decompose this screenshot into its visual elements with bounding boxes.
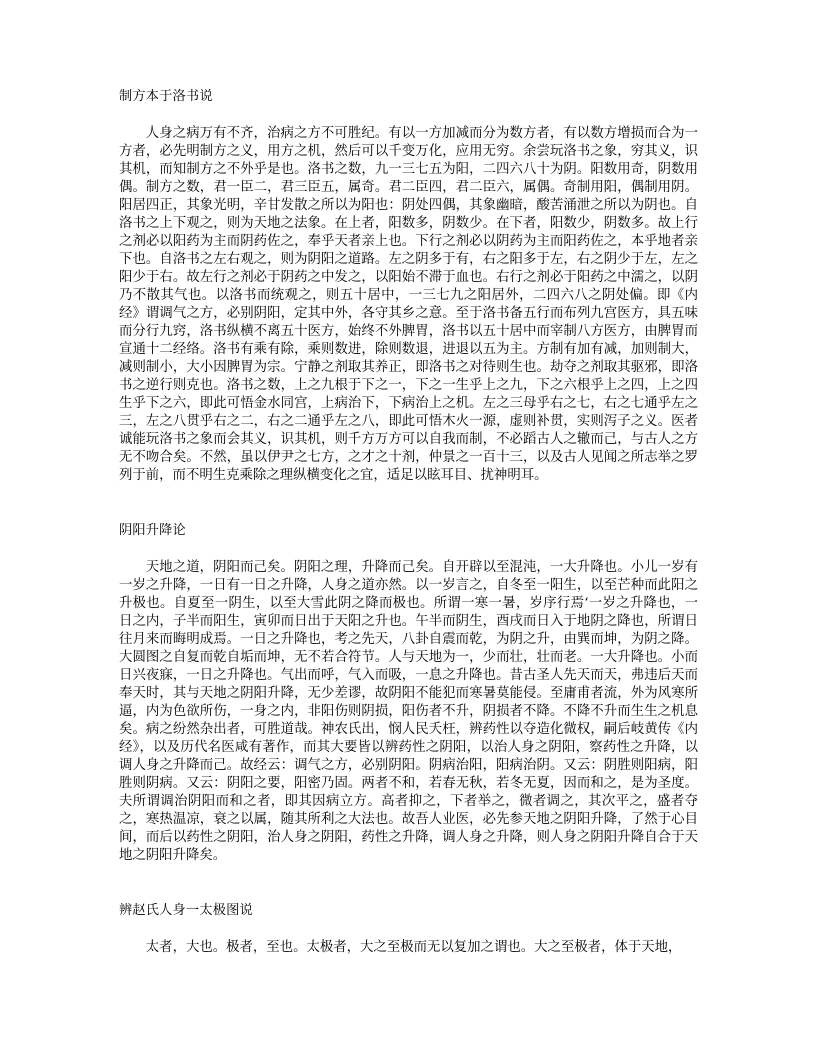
section-paragraph-1: 人身之病万有不齐，治病之方不可胜纪。有以一方加减而分为数方者，有以数方增损而合为一方者，必先明制方之义，用方之机，然后可以千变万化，应用无穷。余尝玩洛书之象，穷其义，识其机，而知制方之不外乎是也。洛书之数，九一三七五为阳，二四六八十为阴。阳数用奇，阴数用偶。制方之数，君一臣二，君三臣五，属奇。君二臣四，君二臣六，属偶。奇制用阳，偶制用阴。阳居四正，其象光明，辛甘发散之所以为阳也：阴处四偶，其象幽暗，酸苦涌泄之所以为阴也。自洛书之上下观之，则为天地之法象。在上者，阳数多，阴数少。在下者，阳数少，阴数多。故上行之剂必以阳药为主而阴药佐之，奉乎天者亲上也。下行之剂必以阴药为主而阳药佐之，本乎地者亲下也。自洛书之左右观之，则为阴阳之道路。左之阴多于有，右之阳多于左，右之阴少于左，左之阳少于右。故左行之剂必于阴药之中发之，以阳始不滞于血也。右行之剂必于阳药之中濡之，以阴乃不散其气也。以洛书而统观之，则五十居中，一三七九之阳居外，二四六八之阴处偏。即《内经》谓调气之方，必别阴阳，定其中外，各守其乡之意。至于洛书备五行而布列九宫医方，具五味而分行九窍，洛书纵横不离五十医方，始终不外脾胃，洛书以五十居中而宰制八方医方，由脾胃而宣通十二经络。洛书有乘有除，乘则数进，除则数退，进退以五为主。方制有加有减，加则制大，减则制小，大小因脾胃为宗。宁静之剂取其养正，即洛书之对待则生也。劫夺之剂取其驱邪，即洛书之逆行则克也。洛书之数，上之九根于下之一，下之一生乎上之九，下之六根乎上之四，上之四生乎下之六，即此可悟金水同宫，上病治下，下病治上之机。左之三母乎右之七，右之七通乎左之三，左之八贯乎右之二，右之二通乎左之八，即此可悟木火一源，虚则补贯，实则泻子之义。医者诚能玩洛书之象而会其义，识其机，则千方万方可以自我而制，不必蹈古人之辙而己，与古人之方无不吻合矣。不然，虽以伊尹之七方，之才之十剂，仲景之一百十三，以及古人见闻之所志举之罗列于前，而不明生克乘除之理纵横变化之宜，适足以眩耳目、扰神明耳。 (119, 126, 698, 483)
section-heading-1: 制方本于洛书说 (119, 89, 213, 104)
spacer (119, 540, 698, 559)
spacer (119, 106, 698, 125)
spacer (119, 920, 698, 939)
section-paragraph-2: 天地之道，阴阳而己矣。阴阳之理，升降而己矣。自开辟以至混沌，一大升降也。小儿一岁有一岁之升降，一日有一日之升降，人身之道亦然。以一岁言之，自冬至一阳生，以至芒种而此阳之升极也。自夏至一阴生，以至大雪此阴之降而极也。所谓一寒一暑，岁序行焉‘一岁之升降也，一日之内，子半而阳生，寅卯而日出于天阳之升也。午半而阴生，酉戌而日入于地阴之降也，所谓日往月来而晦明成焉。一日之升降也，考之先天，八卦自震而乾，为阴之升，由巽而坤，为阴之降。大圆图之自复而乾自垢而坤，无不若合符节。人与天地为一，少而壮，壮而老。一大升降也。小而日兴夜寐，一日之升降也。气出而呼，气入而吸，一息之升降也。昔古圣人先天而天，弗违后天而奉天时，其与天地之阴阳升降，无少差谬，故阴阳不能犯而寒暑莫能侵。至庸甫者流，外为风寒所逼，内为色欲所伤，一身之内，非阳伤则阴损，阳伤者不升，阴损者不降。不降不升而生生之机息矣。病之纷然杂出者，可胜道哉。神农氏出，悯人民夭枉，辨药性以夺造化微权，嗣后岐黄传《内经》，以及历代名医咸有著作，而其大要皆以辨药性之阴阳，以治人身之阴阳，察药性之升降，以调人身之升降而己。故经云：调气之方，必别阴阳。阴病治阳，阳病治阴。又云：阴胜则阳病，阳胜则阴病。又云：阴阳之要，阳密乃固。两者不和，若春无秋，若冬无夏，因而和之，是为圣度。夫所谓调治阴阳而和之者，即其因病立方。高者抑之，下者举之，微者调之，其次平之，盛者夺之，寒热温凉，衰之以属，随其所利之大法也。故吾人业医，必先参天地之阴阳升降，了然于心目间，而后以药性之阴阳，治人身之阴阳，药性之升降，调人身之升降，则人身之阴阳升降自合于天地之阴阳升降矣。 (119, 560, 698, 863)
section-heading-3: 辨赵氏人身一太极图说 (119, 903, 253, 918)
spacer (119, 865, 698, 902)
section-heading-2: 阴阳升降论 (119, 523, 186, 538)
spacer (119, 485, 698, 522)
section-paragraph-3: 太者，大也。极者，至也。太极者，大之至极而无以复加之谓也。大之至极者，体于天地， (145, 940, 682, 955)
document-body (119, 88, 698, 957)
